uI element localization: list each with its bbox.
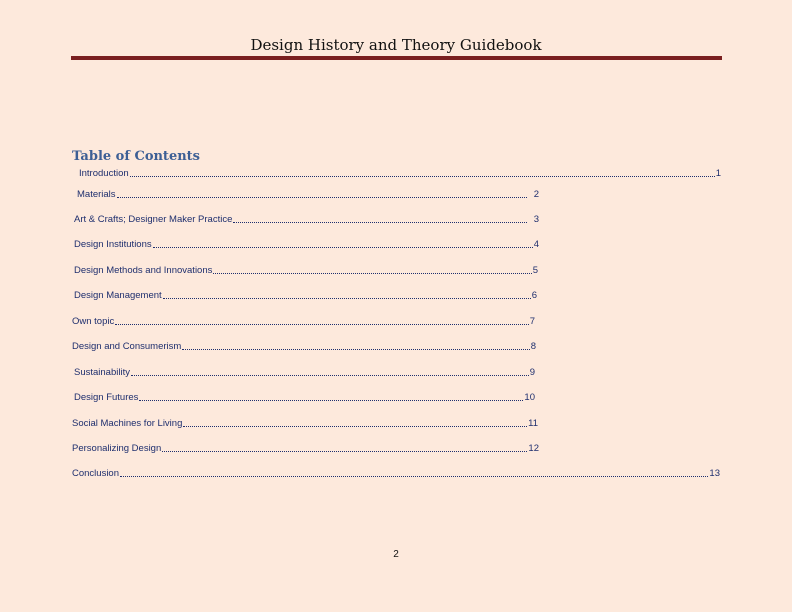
toc-entry[interactable]: [72, 341, 536, 353]
toc-entry-page: 5: [532, 265, 538, 276]
toc-entry[interactable]: [72, 468, 720, 480]
toc-entry[interactable]: [79, 168, 721, 180]
toc-entry-label: Design Futures: [74, 392, 139, 403]
toc-leader-dots: [120, 476, 708, 477]
toc-entry[interactable]: [74, 367, 535, 379]
toc-entry-page: 10: [524, 392, 535, 403]
toc-entry-label: Introduction: [79, 168, 129, 179]
toc-entry-page: 8: [530, 341, 536, 352]
toc-leader-dots: [131, 375, 529, 376]
toc-entry-page: 3: [533, 214, 539, 225]
toc-leader-dots: [213, 273, 531, 274]
toc-entry-label: Design Methods and Innovations: [74, 265, 213, 276]
toc-entry-page: 11: [528, 418, 538, 429]
toc-entry-label: Design Management: [74, 290, 162, 301]
toc-entry[interactable]: [74, 392, 535, 404]
document-header-title: Design History and Theory Guidebook: [250, 36, 542, 54]
toc-leader-dots: [183, 426, 527, 427]
toc-entry[interactable]: [74, 214, 539, 226]
toc-entry[interactable]: [72, 418, 538, 430]
toc-entry[interactable]: [74, 265, 538, 277]
toc-entry-page: 4: [533, 239, 539, 250]
toc-heading: Table of Contents: [72, 149, 200, 164]
toc-entry-page: 2: [533, 189, 539, 200]
header-divider: [71, 56, 722, 60]
page-number: 2: [393, 549, 399, 560]
toc-entry[interactable]: [72, 316, 535, 328]
toc-leader-dots: [153, 247, 533, 248]
toc-entry[interactable]: [74, 239, 539, 251]
toc-entry-label: Personalizing Design: [72, 443, 162, 454]
toc-leader-dots: [162, 451, 527, 452]
toc-leader-dots: [130, 176, 715, 177]
toc-entry-label: Materials: [77, 189, 116, 200]
toc-leader-dots: [233, 222, 526, 223]
toc-entry[interactable]: [72, 443, 539, 455]
toc-leader-dots: [163, 298, 531, 299]
toc-leader-dots: [139, 400, 523, 401]
toc-entry-page: 6: [531, 290, 537, 301]
toc-entry-page: 7: [529, 316, 535, 327]
toc-leader-dots: [115, 324, 528, 325]
toc-entry-page: 12: [528, 443, 539, 454]
toc-leader-dots: [117, 197, 527, 198]
toc-entry-label: Sustainability: [74, 367, 130, 378]
toc-entry-page: 1: [715, 168, 721, 179]
toc-entry[interactable]: [77, 189, 539, 201]
toc-entry-label: Own topic: [72, 316, 115, 327]
toc-entry-label: Design Institutions: [74, 239, 152, 250]
toc-entry[interactable]: [74, 290, 537, 302]
toc-entry-label: Art & Crafts; Designer Maker Practice: [74, 214, 233, 225]
toc-leader-dots: [182, 349, 529, 350]
toc-entry-page: 13: [709, 468, 720, 479]
toc-entry-label: Conclusion: [72, 468, 119, 479]
toc-entry-label: Design and Consumerism: [72, 341, 182, 352]
toc-entry-page: 9: [529, 367, 535, 378]
toc-entry-label: Social Machines for Living: [72, 418, 183, 429]
